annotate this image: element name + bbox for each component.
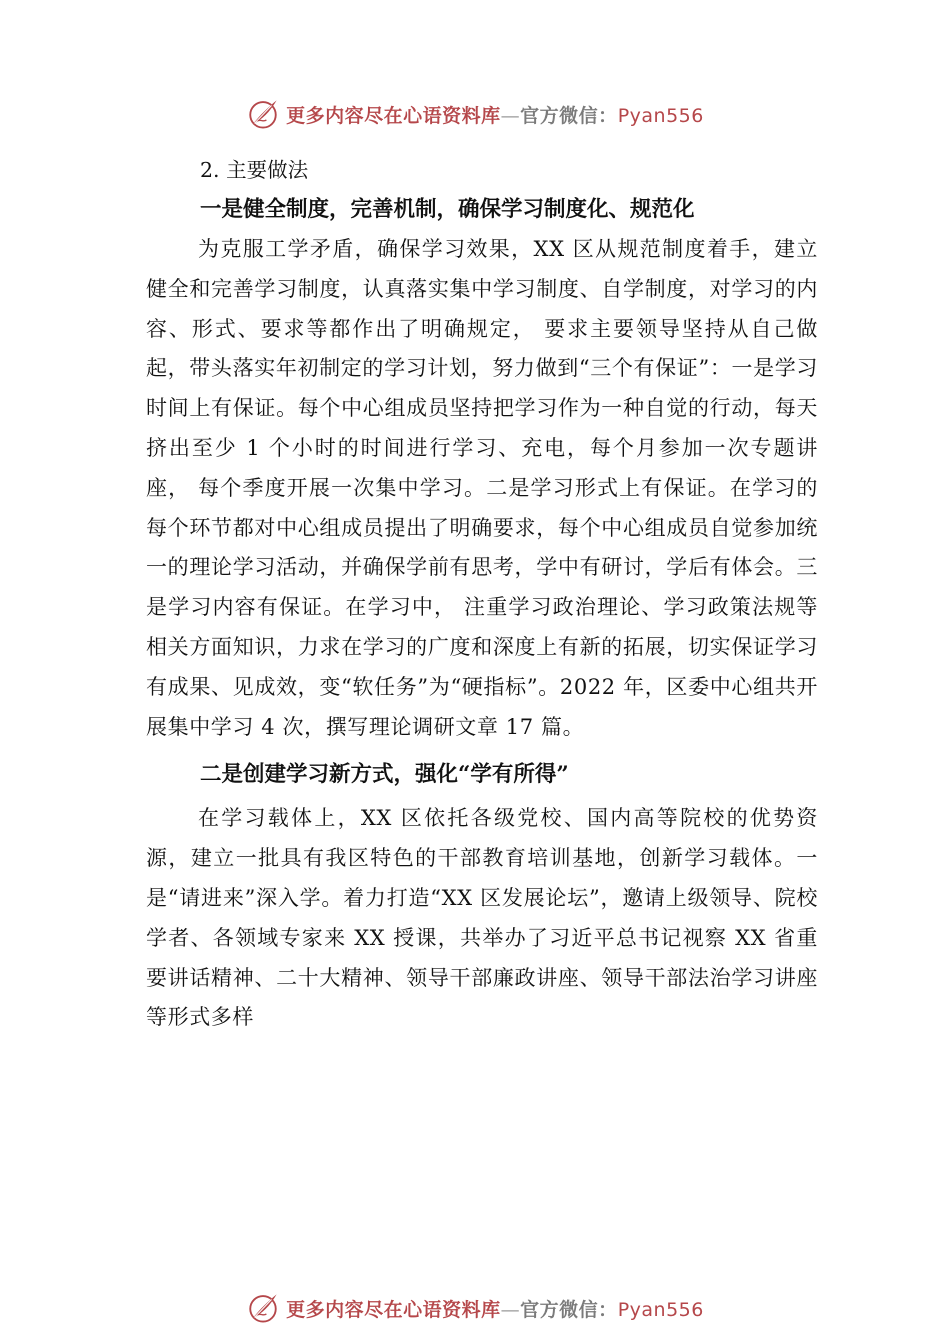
document-body xyxy=(146,150,818,1038)
watermark-header xyxy=(0,94,950,134)
watermark-official: 官方微信： xyxy=(520,1298,618,1321)
quill-pen-logo-icon xyxy=(246,1291,280,1325)
paragraph-2: 在学习载体上，XX 区依托各级党校、国内高等院校的优势资源，建立一批具有我区特色的干部教育培训基地，创新学习载体。一是“请进来”深入学。着力打造“XX 区发展论坛”，邀请上级领导、院校学者、各领域专家来 XX 授课，共举办了习近平总书记视察 XX 省重要讲话精神、二十大精神、领导干部廉政讲座、领导干部法治学习讲座等形式多样 xyxy=(146,806,818,1030)
watermark-site: 更多内容尽在心语资料库 xyxy=(286,104,501,127)
watermark-site: 更多内容尽在心语资料库 xyxy=(286,1298,501,1321)
watermark-banner xyxy=(246,97,704,131)
watermark-dash: — xyxy=(500,1298,521,1321)
watermark-text xyxy=(286,1295,704,1322)
quill-pen-logo-icon xyxy=(246,97,280,131)
paragraph-1: 为克服工学矛盾，确保学习效果，XX 区从规范制度着手，建立健全和完善学习制度，认真落实集中学习制度、自学制度，对学习的内容、形式、要求等都作出了明确规定， 要求主要领导坚持从自己做起，带头落实年初制定的学习计划，努力做到“三个有保证”：一是学习时间上有保证。每个中心组成员坚持把学习作为一种自觉的行动，每天挤出至少 1 个小时的时间进行学习、充电，每个月参加一次专题讲座， 每个季度开展一次集中学习。二是学习形式上有保证。在学习的每个环节都对中心组成员提出了明确要求，每个中心组成员自觉参加统一的理论学习活动，并确保学前有思考，学中有研讨，学后有体会。三是学习内容有保证。在学习中， 注重学习政治理论、学习政策法规等相关方面知识，力求在学习的广度和深度上有新的拓展，切实保证学习有成果、见成效，变“软任务”为“硬指标”。2022 年，区委中心组共开展集中学习 4 次，撰写理论调研文章 17 篇。 xyxy=(146,237,818,739)
watermark-id: Pyan556 xyxy=(617,1298,704,1321)
subheading-2: 二是创建学习新方式，强化“学有所得” xyxy=(200,762,569,788)
watermark-id: Pyan556 xyxy=(617,104,704,127)
watermark-footer xyxy=(0,1288,950,1328)
watermark-text xyxy=(286,101,704,128)
watermark-official: 官方微信： xyxy=(520,104,618,127)
watermark-banner-footer xyxy=(246,1291,704,1325)
subheading-1: 一是健全制度，完善机制，确保学习制度化、规范化 xyxy=(200,197,695,222)
section-number-heading: 2. 主要做法 xyxy=(200,158,309,182)
watermark-dash: — xyxy=(500,104,521,127)
